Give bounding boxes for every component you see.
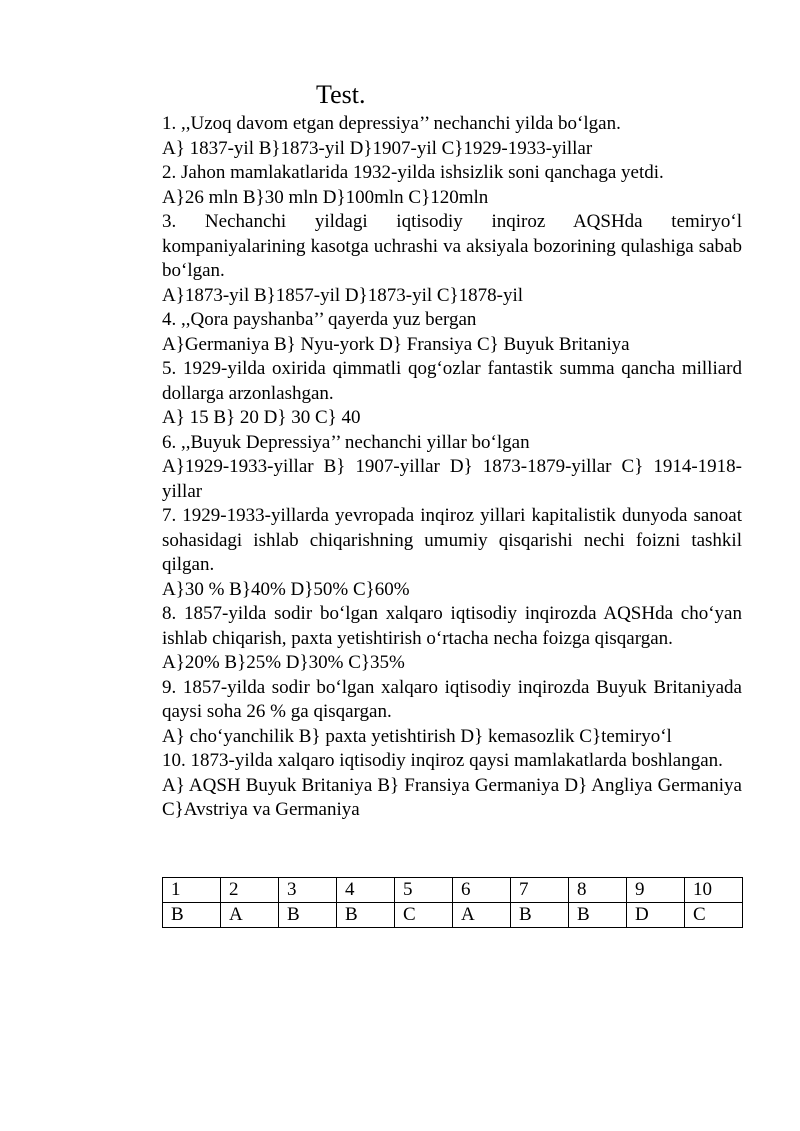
answer-letter-cell: B xyxy=(163,903,221,928)
answer-letter-cell: D xyxy=(627,903,685,928)
answer-number-cell: 8 xyxy=(569,878,627,903)
question-paragraph: 10. 1873-yilda xalqaro iqtisodiy inqiroz qaysi mamlakatlarda boshlangan. xyxy=(162,750,723,771)
question-paragraph: 5. 1929-yilda oxirida qimmatli qog‘ozlar fantastik summa qancha milliard dollarga arzonlashgan. xyxy=(162,358,742,404)
text-line: 6. ,,Buyuk Depressiya’’ nechanchi yillar bo‘lgan xyxy=(162,431,530,453)
question-paragraph: 8. 1857-yilda sodir bo‘lgan xalqaro iqtisodiy inqirozda AQSHda cho‘yan ishlab chiqarish, paxta yetishtirish o‘rtacha necha foizga qisqargan. xyxy=(162,603,742,649)
answer-number-cell: 3 xyxy=(279,878,337,903)
text-line: 2. Jahon mamlakatlarida 1932-yilda ishsizlik soni qanchaga yetdi. xyxy=(162,162,664,183)
question-paragraph: 7. 1929-1933-yillarda yevropada inqiroz yillari kapitalistik dunyoda sanoat sohasidagi ishlab chiqarishning umumiy qisqarishi nechi foizni tashkil qilgan. xyxy=(162,505,742,575)
answer-number-cell: 4 xyxy=(337,878,395,903)
answer-number-cell: 9 xyxy=(627,878,685,903)
text-line: A} cho‘yanchilik B} paxta yetishtirish D} kemasozlik C}temiryo‘l xyxy=(162,725,672,747)
text-line: A}26 mln B}30 mln D}100mln C}120mln xyxy=(162,186,489,208)
text-line: A}30 % B}40% D}50% C}60% xyxy=(162,578,410,600)
answer-number-cell: 10 xyxy=(685,878,743,903)
question-paragraph: 9. 1857-yilda sodir bo‘lgan xalqaro iqtisodiy inqirozda Buyuk Britaniyada qaysi soha 26 % ga qisqargan. xyxy=(162,676,742,722)
text-line: A}Germaniya B} Nyu-york D} Fransiya C} Buyuk Britaniya xyxy=(162,333,630,355)
text-line: 4. ,,Qora payshanba’’ qayerda yuz bergan xyxy=(162,309,477,330)
answer-key-answers-row xyxy=(163,903,743,928)
text-line: A}20% B}25% D}30% C}35% xyxy=(162,652,405,673)
answer-number-cell: 7 xyxy=(511,878,569,903)
answer-number-cell: 5 xyxy=(395,878,453,903)
answer-key-numbers-row xyxy=(163,878,743,903)
answer-letter-cell: C xyxy=(395,903,453,928)
answer-letter-cell: A xyxy=(221,903,279,928)
answer-number-cell: 2 xyxy=(221,878,279,903)
answer-letter-cell: B xyxy=(569,903,627,928)
answer-number-cell: 6 xyxy=(453,878,511,903)
text-line: A}1873-yil B}1857-yil D}1873-yil C}1878-yil xyxy=(162,284,524,306)
document-title: Test. xyxy=(316,80,366,109)
answer-letter-cell: A xyxy=(453,903,511,928)
text-line: 1. ,,Uzoq davom etgan depressiya’’ nechanchi yilda bo‘lgan. xyxy=(162,113,621,134)
test-body xyxy=(162,112,742,823)
answer-letter-cell: B xyxy=(279,903,337,928)
answer-letter-cell: C xyxy=(685,903,743,928)
answer-number-cell: 1 xyxy=(163,878,221,903)
question-paragraph: A} AQSH Buyuk Britaniya B} Fransiya Germaniya D} Angliya Germaniya C}Avstriya va Germaniya xyxy=(162,774,742,820)
answer-letter-cell: B xyxy=(511,903,569,928)
text-line: A} 1837-yil B}1873-yil D}1907-yil C}1929-1933-yillar xyxy=(162,137,593,159)
answer-letter-cell: B xyxy=(337,903,395,928)
text-line: A} 15 B} 20 D} 30 C} 40 xyxy=(162,407,361,428)
question-paragraph: 3. Nechanchi yildagi iqtisodiy inqiroz AQSHda temiryo‘l kompaniyalarining kasotga uchrashi va aksiyala bozorining qulashiga sabab bo‘lgan. xyxy=(162,211,742,281)
answer-key-table xyxy=(162,877,743,928)
question-paragraph: A}1929-1933-yillar B} 1907-yillar D} 1873-1879-yillar C} 1914-1918-yillar xyxy=(162,456,742,502)
